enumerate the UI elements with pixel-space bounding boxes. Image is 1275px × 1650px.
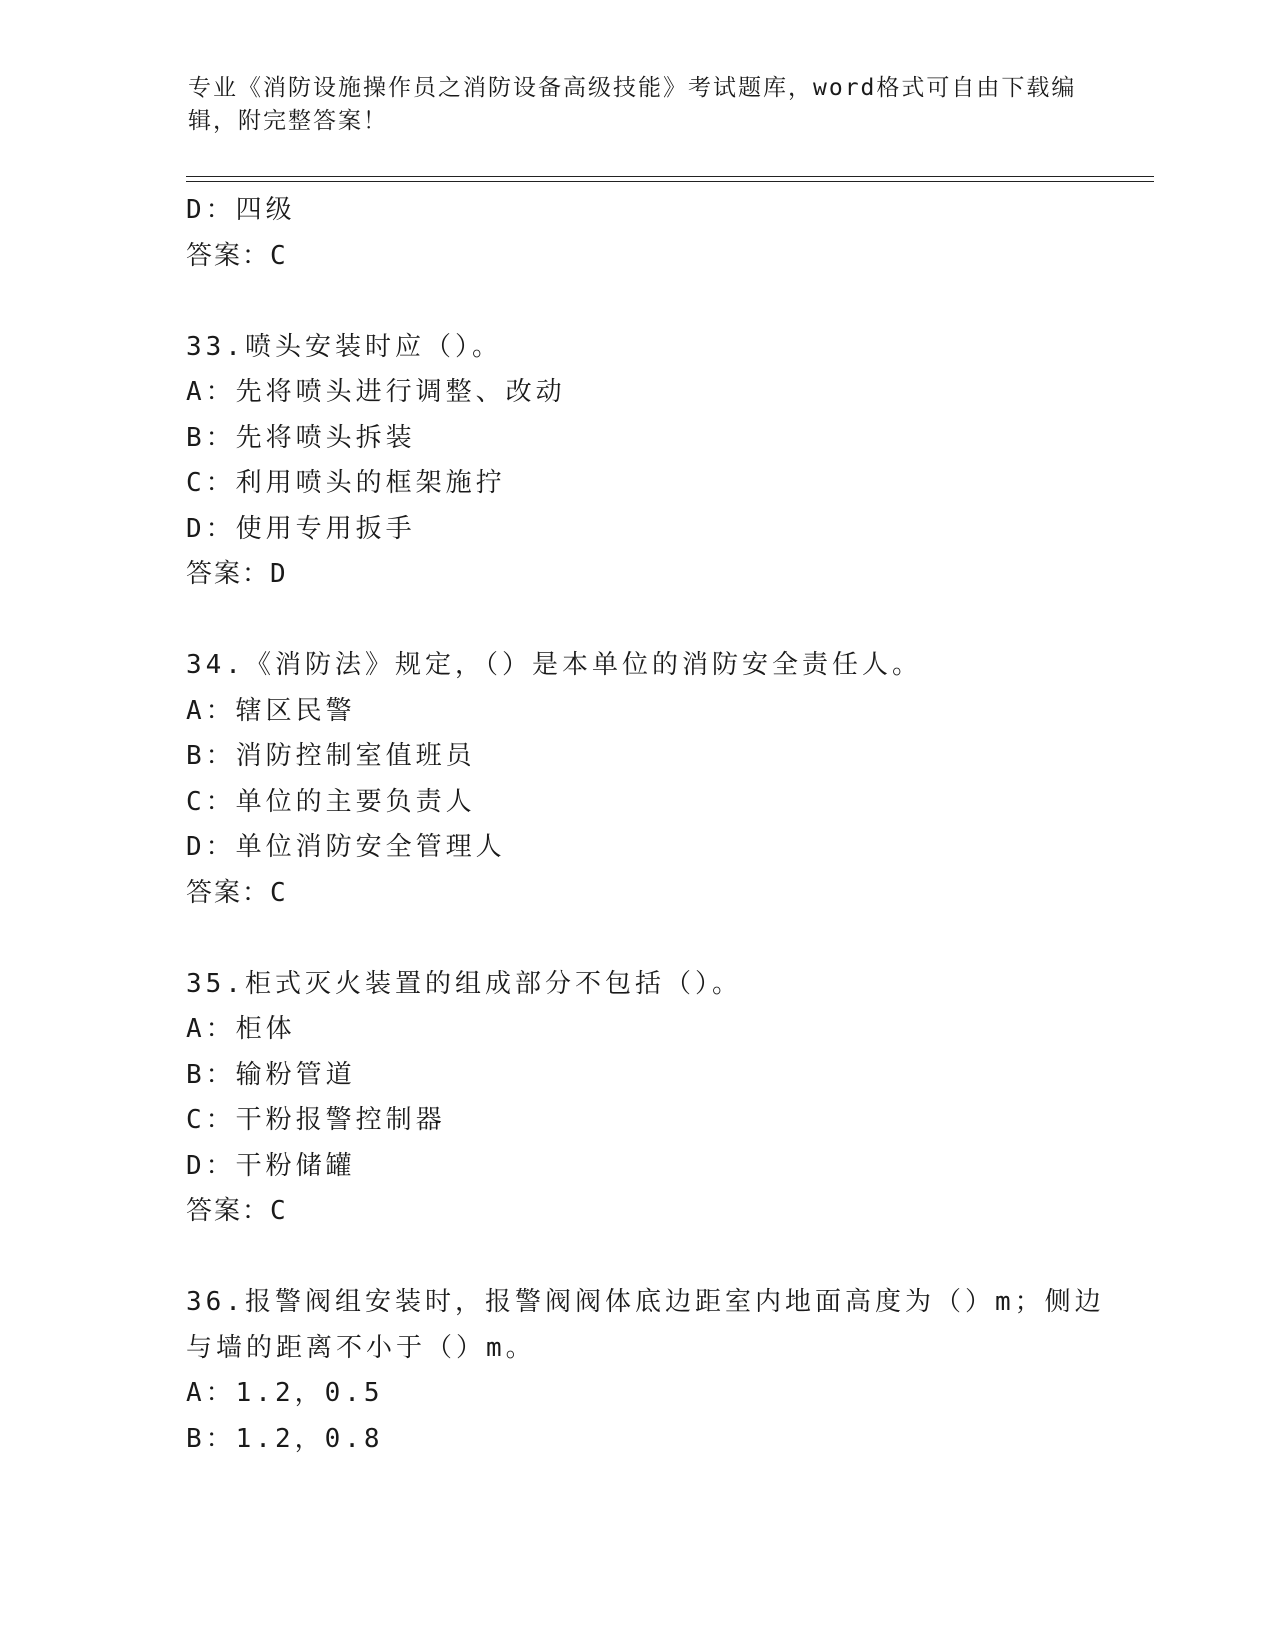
option-c: C：干粉报警控制器 [186, 1105, 446, 1135]
option-d: D：干粉储罐 [186, 1150, 356, 1181]
spacer [186, 1235, 1086, 1281]
document-header [188, 72, 1088, 138]
answer-line: 答案：C [186, 240, 288, 271]
option-a: A：辖区民警 [186, 695, 356, 726]
question-stem: 33.喷头安装时应（）。 [186, 331, 502, 362]
option-d: D：使用专用扳手 [186, 513, 416, 544]
spacer [186, 598, 1086, 644]
question-stem: 35.柜式灭火装置的组成部分不包括（）。 [186, 968, 742, 999]
option-a: A：1.2，0.5 [186, 1378, 384, 1408]
header-rule-bottom [186, 181, 1154, 182]
option-b: B：1.2，0.8 [186, 1423, 384, 1454]
answer-line: 答案：C [186, 877, 288, 908]
option-a: A：柜体 [186, 1014, 296, 1044]
answer-line: 答案：C [186, 1196, 288, 1226]
option-b: B：消防控制室值班员 [186, 741, 476, 771]
question-36 [186, 1280, 1105, 1462]
question-stem-line-2: 与墙的距离不小于（）m。 [186, 1332, 536, 1363]
option-c: C：利用喷头的框架施拧 [186, 468, 506, 498]
header-rule-top [186, 176, 1154, 177]
question-list [186, 188, 1105, 1462]
option-d: D：单位消防安全管理人 [186, 832, 506, 862]
header-text: 专业《消防设施操作员之消防设备高级技能》考试题库，word格式可自由下载编辑，附完整答案！ [188, 75, 1077, 134]
spacer [186, 916, 1086, 962]
question-34 [186, 643, 1086, 916]
question-stem-line-1: 36.报警阀组安装时，报警阀阀体底边距室内地面高度为（）m；侧边 [186, 1287, 1105, 1317]
option-a: A：先将喷头进行调整、改动 [186, 377, 566, 407]
question-35 [186, 962, 1086, 1235]
option-b: B：输粉管道 [186, 1059, 356, 1090]
answer-line: 答案：D [186, 559, 288, 589]
question-33 [186, 325, 1086, 598]
option-d: D：四级 [186, 195, 296, 225]
option-c: C：单位的主要负责人 [186, 786, 476, 817]
spacer [186, 279, 1086, 325]
question-stem: 34.《消防法》规定，（）是本单位的消防安全责任人。 [186, 650, 922, 680]
option-b: B：先将喷头拆装 [186, 422, 416, 453]
